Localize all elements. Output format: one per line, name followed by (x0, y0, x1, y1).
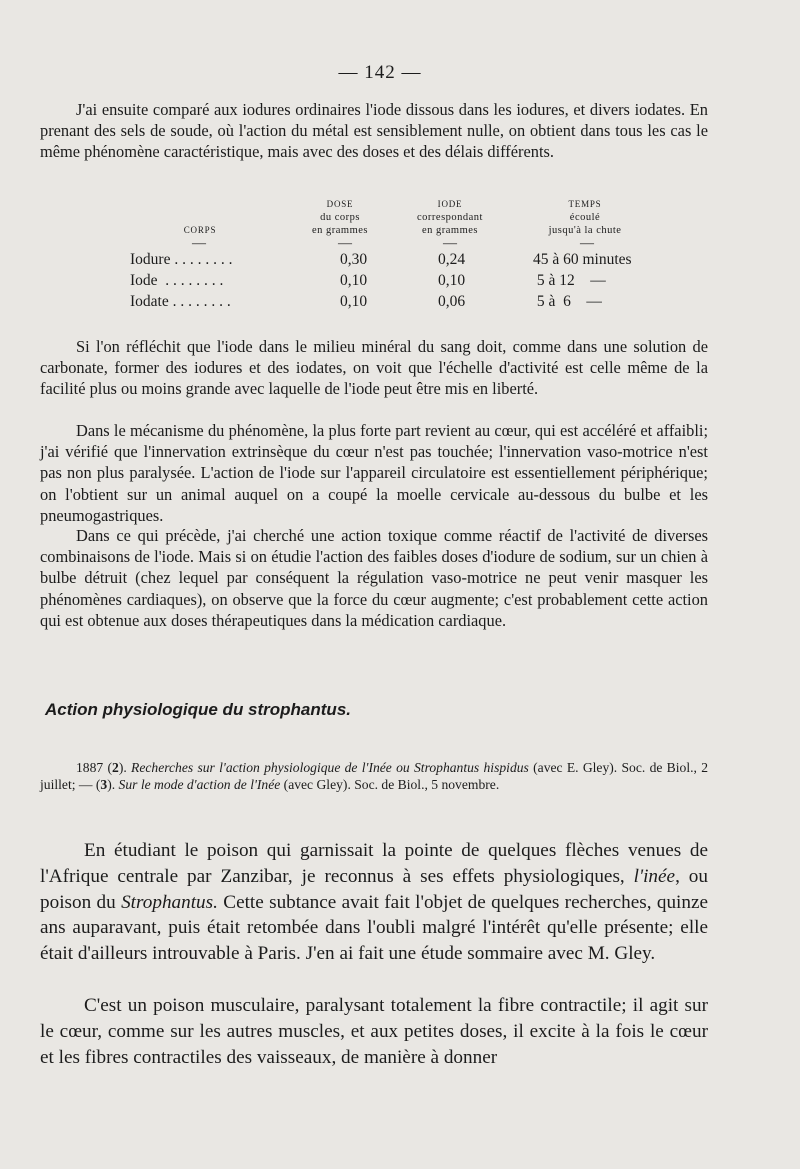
col-header-dose: DOSE du corps en grammes (311, 199, 369, 236)
paragraph-text: J'ai ensuite comparé aux iodures ordinaires l'iode dissous dans les iodures, et divers iodates. En prenant des sels de soude, où l'action du métal est sensiblement nulle, on obtient dans tous les cas le même phénomène caractéristique, mais avec des doses et des délais différents. (40, 100, 708, 162)
cell-dose: 0,10 (340, 293, 368, 310)
col-header-corps: CORPS (183, 225, 217, 235)
table-row (40, 272, 720, 293)
paragraph-muscle-poison: C'est un poison musculaire, paralysant totalement la fibre contractile; il agit sur le cœur, comme sur les autres muscles, et aux petites doses, il excite à la fois le cœur et les fibres contractiles des vaisseaux, de manière à donner (40, 995, 708, 1068)
table-row (40, 251, 720, 272)
cell-corps: Iode . . . . . . . . (130, 272, 224, 289)
cell-iode: 0,06 (438, 293, 466, 310)
dash-iode: — (443, 236, 457, 251)
paragraph-toxic-action (40, 525, 708, 631)
col-header-iode: IODE correspondant en grammes (417, 199, 483, 236)
paragraph-mechanism (40, 420, 708, 526)
paragraph-poison-arrows: En étudiant le poison qui garnissait la pointe de quelques flèches venues de l'Afrique centrale par Zanzibar, je reconnus à ses effets physiologiques, l'inée, ou poison du Strophantus. Cette subtance avait fait l'objet de quelques recherches, quinze ans auparavant, puis était retombée dans l'oubli malgré l'intérêt qu'elle présente; elle était d'ailleurs introuvable à Paris. J'en ai fait une étude sommaire avec M. Gley. (40, 840, 708, 965)
dash-corps: — (192, 236, 206, 251)
cell-iode: 0,10 (438, 272, 466, 289)
paragraph-blood-medium (40, 336, 708, 400)
data-table (40, 251, 720, 314)
table-row (40, 293, 720, 314)
table-header-rule (40, 236, 720, 250)
cell-temps: 5 à 12 — (533, 272, 606, 289)
bibliography: 1887 (2). Recherches sur l'action physiologique de l'Inée ou Strophantus hispidus (avec E. Gley). Soc. de Biol., 2 juillet; — (3). Sur le mode d'action de l'Inée (avec Gley). Soc. de Biol., 5 novembre. (40, 760, 708, 792)
paragraph-text: Si l'on réfléchit que l'iode dans le milieu minéral du sang doit, comme dans une solution de carbonate, former des iodures et des iodates, on voit que l'échelle d'activité est celle même de la facilité plus ou moins grande avec laquelle de l'iode peut être mis en liberté. (40, 337, 708, 399)
dash-temps: — (580, 236, 594, 251)
cell-corps: Iodate . . . . . . . . (130, 293, 231, 310)
section-title: Action physiologique du strophantus. (45, 700, 351, 719)
col-header-temps: TEMPS écoulé jusqu'à la chute (548, 199, 622, 236)
paragraph-text: Dans le mécanisme du phénomène, la plus forte part revient au cœur, qui est accéléré et affaibli; j'ai vérifié que l'innervation extrinsèque du cœur n'est pas touchée; l'innervation vaso-motrice n'est pas non plus paralysée. L'action de l'iode sur l'appareil circulatoire est essentiellement périphérique; on l'obtient sur un animal auquel on a coupé la moelle cervicale au-dessous du bulbe et les pneumogastriques. (40, 421, 708, 525)
cell-temps: 45 à 60 minutes (533, 251, 632, 268)
cell-dose: 0,10 (340, 272, 368, 289)
paragraph-iodates-comparison (40, 99, 708, 163)
cell-dose: 0,30 (340, 251, 368, 268)
cell-iode: 0,24 (438, 251, 466, 268)
page-number: — 142 — (338, 62, 422, 83)
table-header (40, 198, 720, 238)
cell-temps: 5 à 6 — (533, 293, 602, 310)
cell-corps: Iodure . . . . . . . . (130, 251, 233, 268)
paragraph-text: Dans ce qui précède, j'ai cherché une action toxique comme réactif de l'activité de diverses combinaisons de l'iode. Mais si on étudie l'action des faibles doses d'iodure de sodium, sur un chien à bulbe détruit (chez lequel par conséquent la régulation vaso-motrice ne peut venir masquer les phénomènes cardiaques), on observe que la force du cœur augmente; c'est probablement cette action qui est obtenue aux doses thérapeutiques dans la médication cardiaque. (40, 526, 708, 630)
dash-dose: — (338, 236, 352, 251)
